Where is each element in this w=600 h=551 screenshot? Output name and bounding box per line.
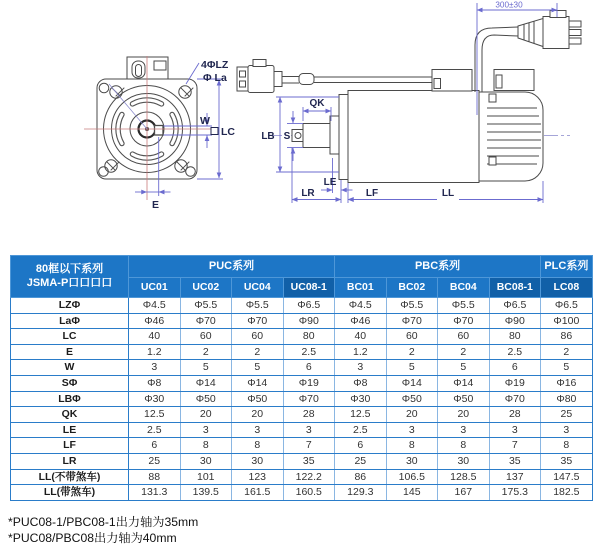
spec-cell: 128.5: [438, 469, 490, 485]
square-symbol: [211, 128, 218, 135]
spec-cell: 106.5: [386, 469, 438, 485]
spec-cell: 6: [335, 438, 387, 454]
spec-cell: 40: [129, 329, 181, 345]
model-pattern-label: JSMA-P口口口口: [26, 276, 113, 289]
spec-cell: 88: [129, 469, 181, 485]
table-row: [11, 469, 593, 485]
row-label: W: [11, 360, 129, 376]
side-view: [237, 1, 581, 204]
spec-cell: 3: [129, 360, 181, 376]
spec-cell: Φ70: [438, 313, 490, 329]
spec-cell: 25: [335, 453, 387, 469]
row-label: LL(不带煞车): [11, 469, 129, 485]
spec-cell: 137: [489, 469, 541, 485]
spec-cell: 5: [386, 360, 438, 376]
label-qk: QK: [309, 98, 325, 109]
spec-cell: 60: [386, 329, 438, 345]
spec-cell: 5: [232, 360, 284, 376]
spec-cell: 8: [180, 438, 232, 454]
spec-cell: Φ19: [283, 375, 335, 391]
spec-cell: 3: [283, 422, 335, 438]
spec-cell: Φ30: [129, 391, 181, 407]
table-row: [11, 375, 593, 391]
spec-cell: 35: [283, 453, 335, 469]
column-header-UC01: UC01: [129, 278, 181, 298]
label-le: LE: [323, 177, 337, 188]
spec-cell: Φ6.5: [283, 298, 335, 314]
row-label: LaΦ: [11, 313, 129, 329]
spec-cell: Φ46: [335, 313, 387, 329]
spec-cell: Φ14: [386, 375, 438, 391]
footnote-2: *PUC08/PBC08出力轴为40mm: [8, 531, 177, 546]
spec-cell: 3: [232, 422, 284, 438]
spec-cell: 3: [489, 422, 541, 438]
spec-cell: Φ30: [335, 391, 387, 407]
spec-cell: 2: [386, 344, 438, 360]
spec-cell: 5: [438, 360, 490, 376]
table-row: [11, 485, 593, 501]
label-lb: LB: [261, 131, 275, 142]
spec-cell: 40: [335, 329, 387, 345]
table-row: [11, 344, 593, 360]
spec-table: [10, 255, 593, 501]
spec-cell: 8: [386, 438, 438, 454]
spec-cell: 30: [386, 453, 438, 469]
spec-cell: Φ70: [180, 313, 232, 329]
column-header-UC08-1: UC08-1: [283, 278, 335, 298]
spec-cell: 3: [438, 422, 490, 438]
spec-cell: 6: [129, 438, 181, 454]
spec-cell: 2.5: [335, 422, 387, 438]
column-header-UC04: UC04: [232, 278, 284, 298]
spec-cell: 8: [541, 438, 593, 454]
spec-cell: 131.3: [129, 485, 181, 501]
row-label: SΦ: [11, 375, 129, 391]
spec-cell: Φ46: [129, 313, 181, 329]
spec-cell: 5: [541, 360, 593, 376]
motor-body: [348, 91, 479, 183]
spec-cell: 6: [283, 360, 335, 376]
spec-cell: 35: [541, 453, 593, 469]
row-label: QK: [11, 407, 129, 423]
spec-cell: 30: [232, 453, 284, 469]
label-lf: LF: [365, 188, 379, 199]
encoder-cable: [237, 60, 432, 93]
spec-cell: 12.5: [335, 407, 387, 423]
spec-cell: 25: [129, 453, 181, 469]
table-row: [11, 360, 593, 376]
column-header-BC01: BC01: [335, 278, 387, 298]
spec-cell: Φ4.5: [335, 298, 387, 314]
row-label: LC: [11, 329, 129, 345]
column-header-UC02: UC02: [180, 278, 232, 298]
row-label: LE: [11, 422, 129, 438]
table-row: [11, 329, 593, 345]
spec-cell: 12.5: [129, 407, 181, 423]
spec-cell: Φ50: [386, 391, 438, 407]
label-e: E: [152, 199, 160, 211]
spec-cell: 86: [335, 469, 387, 485]
spec-cell: 2: [541, 344, 593, 360]
spec-cell: Φ70: [386, 313, 438, 329]
column-header-BC02: BC02: [386, 278, 438, 298]
spec-cell: 2: [438, 344, 490, 360]
spec-cell: 86: [541, 329, 593, 345]
spec-cell: Φ5.5: [386, 298, 438, 314]
spec-cell: 182.5: [541, 485, 593, 501]
spec-cell: Φ70: [283, 391, 335, 407]
spec-cell: 80: [283, 329, 335, 345]
spec-cell: 167: [438, 485, 490, 501]
spec-cell: Φ8: [129, 375, 181, 391]
spec-cell: 28: [489, 407, 541, 423]
spec-cell: Φ5.5: [180, 298, 232, 314]
spec-cell: 139.5: [180, 485, 232, 501]
spec-cell: 7: [489, 438, 541, 454]
spec-cell: 160.5: [283, 485, 335, 501]
rear-housing: [479, 92, 543, 181]
row-label: LZΦ: [11, 298, 129, 314]
spec-cell: 20: [232, 407, 284, 423]
spec-cell: 60: [232, 329, 284, 345]
spec-cell: Φ8: [335, 375, 387, 391]
spec-cell: 25: [541, 407, 593, 423]
label-ll: LL: [441, 188, 455, 199]
spec-cell: 145: [386, 485, 438, 501]
spec-cell: 60: [180, 329, 232, 345]
front-view: [84, 56, 235, 211]
spec-cell: Φ14: [438, 375, 490, 391]
row-label: E: [11, 344, 129, 360]
spec-cell: 3: [386, 422, 438, 438]
spec-cell: 2.5: [489, 344, 541, 360]
spec-cell: Φ50: [232, 391, 284, 407]
spec-cell: Φ50: [438, 391, 490, 407]
spec-cell: 2: [232, 344, 284, 360]
label-lc: LC: [221, 126, 235, 138]
table-row: [11, 313, 593, 329]
table-row: [11, 407, 593, 423]
spec-cell: Φ90: [489, 313, 541, 329]
keyway-section: [155, 126, 164, 136]
spec-cell: 80: [489, 329, 541, 345]
footnote-1: *PUC08-1/PBC08-1出力轴为35mm: [8, 515, 199, 529]
group-header-1: PUC系列: [129, 256, 335, 278]
spec-cell: 8: [232, 438, 284, 454]
spec-cell: 6: [489, 360, 541, 376]
spec-cell: 1.2: [129, 344, 181, 360]
spec-cell: Φ4.5: [129, 298, 181, 314]
spec-cell: Φ19: [489, 375, 541, 391]
spec-cell: Φ70: [489, 391, 541, 407]
spec-cell: 2: [180, 344, 232, 360]
spec-cell: 20: [386, 407, 438, 423]
column-header-BC08-1: BC08-1: [489, 278, 541, 298]
front-connector: [127, 57, 168, 80]
table-row: [11, 391, 593, 407]
spec-cell: Φ5.5: [232, 298, 284, 314]
spec-cell: 35: [489, 453, 541, 469]
spec-cell: 8: [438, 438, 490, 454]
spec-cell: 123: [232, 469, 284, 485]
spec-cell: Φ5.5: [438, 298, 490, 314]
row-label: LL(带煞车): [11, 485, 129, 501]
spec-cell: Φ14: [180, 375, 232, 391]
label-cable-length: 300±30: [495, 0, 523, 10]
spec-cell: 3: [541, 422, 593, 438]
spec-cell: 101: [180, 469, 232, 485]
label-lr: LR: [301, 188, 315, 199]
spec-cell: 5: [180, 360, 232, 376]
spec-cell: 2.5: [129, 422, 181, 438]
spec-cell: 2.5: [283, 344, 335, 360]
dimension-diagram: [0, 0, 600, 250]
spec-cell: Φ80: [541, 391, 593, 407]
label-4philz: 4ΦLZ: [201, 59, 229, 71]
spec-cell: 129.3: [335, 485, 387, 501]
spec-cell: Φ70: [232, 313, 284, 329]
spec-cell: 3: [335, 360, 387, 376]
table-row: [11, 453, 593, 469]
column-header-BC04: BC04: [438, 278, 490, 298]
column-header-LC08: LC08: [541, 278, 593, 298]
spec-cell: 30: [180, 453, 232, 469]
label-phi-la: Φ La: [203, 72, 227, 84]
label-w: W: [200, 115, 210, 127]
group-header-3: PLC系列: [541, 256, 593, 278]
table-corner-header: [11, 256, 129, 298]
table-row: [11, 422, 593, 438]
spec-cell: 7: [283, 438, 335, 454]
spec-table-wrap: [10, 255, 592, 501]
spec-cell: Φ100: [541, 313, 593, 329]
spec-cell: Φ16: [541, 375, 593, 391]
table-row: [11, 438, 593, 454]
spec-cell: 161.5: [232, 485, 284, 501]
spec-cell: Φ6.5: [541, 298, 593, 314]
spec-cell: 60: [438, 329, 490, 345]
spec-cell: 122.2: [283, 469, 335, 485]
spec-cell: 20: [180, 407, 232, 423]
series-range-label: 80框以下系列: [35, 262, 104, 275]
row-label: LR: [11, 453, 129, 469]
row-label: LF: [11, 438, 129, 454]
table-row: [11, 298, 593, 314]
spec-cell: 28: [283, 407, 335, 423]
spec-cell: Φ14: [232, 375, 284, 391]
spec-cell: 20: [438, 407, 490, 423]
spec-cell: 1.2: [335, 344, 387, 360]
group-header-2: PBC系列: [335, 256, 541, 278]
spec-cell: Φ50: [180, 391, 232, 407]
spec-cell: 30: [438, 453, 490, 469]
spec-cell: Φ6.5: [489, 298, 541, 314]
footnotes: [8, 514, 198, 546]
label-s: S: [283, 131, 291, 142]
row-label: LBΦ: [11, 391, 129, 407]
spec-cell: 3: [180, 422, 232, 438]
spec-cell: 175.3: [489, 485, 541, 501]
spec-cell: Φ90: [283, 313, 335, 329]
spec-cell: 147.5: [541, 469, 593, 485]
